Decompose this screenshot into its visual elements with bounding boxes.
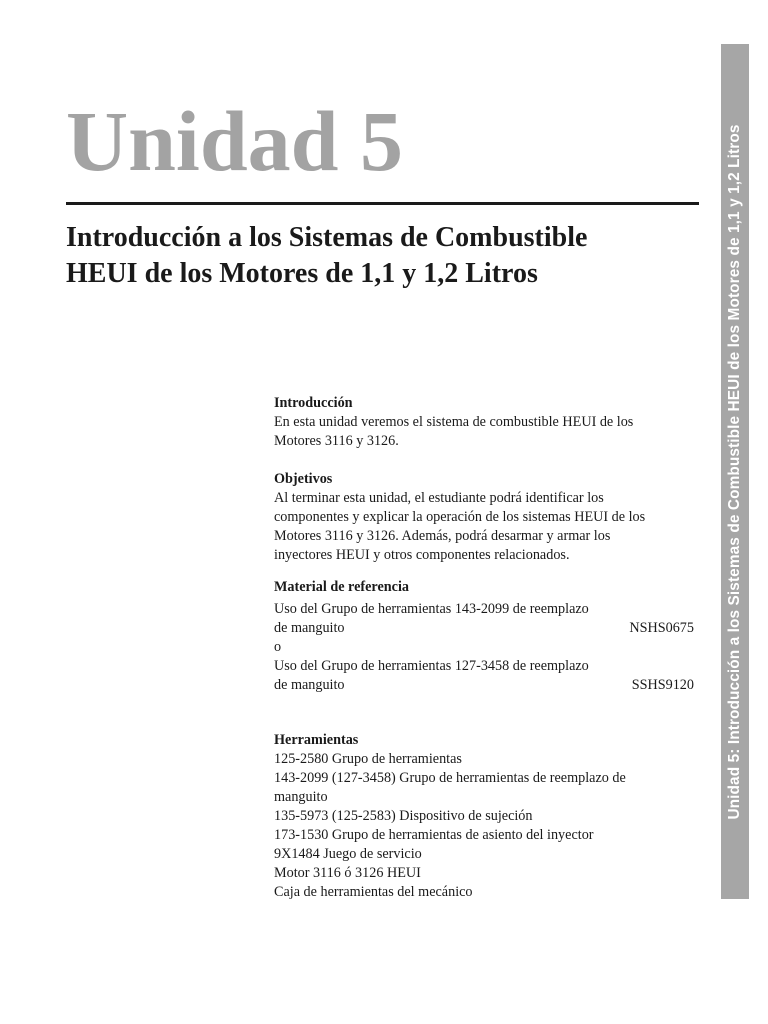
objetivos-text <box>274 489 694 565</box>
section-heading-herramientas: Herramientas <box>274 732 359 748</box>
herramientas-list <box>274 750 694 902</box>
list-item: Caja de herramientas del mecánico <box>274 884 473 900</box>
reference-item-1-line-2: de manguito <box>274 620 345 636</box>
list-item: Motor 3116 ó 3126 HEUI <box>274 865 421 881</box>
list-item: 173-1530 Grupo de herramientas de asiento del inyector <box>274 827 594 843</box>
list-item: 9X1484 Juego de servicio <box>274 846 422 862</box>
section-heading-objetivos: Objetivos <box>274 471 333 487</box>
reference-separator: o <box>274 639 282 655</box>
reference-item-2-line-2: de manguito <box>274 677 345 693</box>
subtitle-line-2: HEUI de los Motores de 1,1 y 1,2 Litros <box>66 258 538 289</box>
title-divider <box>66 202 699 205</box>
text-line: Motores 3116 y 3126. <box>274 433 399 449</box>
reference-item-1-line-1: Uso del Grupo de herramientas 143-2099 de reemplazo <box>274 601 589 617</box>
introduccion-text <box>274 413 694 451</box>
unit-title: Unidad 5 <box>66 93 403 189</box>
list-item: 125-2580 Grupo de herramientas <box>274 751 462 767</box>
text-line: inyectores HEUI y otros componentes relacionados. <box>274 547 570 563</box>
list-item: 143-2099 (127-3458) Grupo de herramientas de reemplazo de <box>274 770 626 786</box>
list-item: manguito <box>274 789 328 805</box>
side-tab <box>721 44 749 899</box>
section-introduccion <box>274 394 694 451</box>
section-heading-material-referencia: Material de referencia <box>274 579 409 595</box>
reference-item-2-row <box>274 676 694 695</box>
section-material-referencia <box>274 578 694 695</box>
reference-code-2: SSHS9120 <box>631 677 694 693</box>
subtitle-line-1: Introducción a los Sistemas de Combustible <box>66 222 588 253</box>
reference-item-2-line-1: Uso del Grupo de herramientas 127-3458 de reemplazo <box>274 658 589 674</box>
text-line: En esta unidad veremos el sistema de combustible HEUI de los <box>274 414 634 430</box>
reference-code-1: NSHS0675 <box>629 620 694 636</box>
reference-item-1-row <box>274 619 694 638</box>
side-tab-label: Unidad 5: Introducción a los Sistemas de Combustible HEUI de los Motores de 1,1 y 1,2 Litros <box>726 123 743 820</box>
text-line: Al terminar esta unidad, el estudiante podrá identificar los <box>274 490 604 506</box>
text-line: componentes y explicar la operación de los sistemas HEUI de los <box>274 509 646 525</box>
reference-list <box>274 600 694 695</box>
page-subtitle <box>66 220 706 292</box>
section-herramientas <box>274 731 694 902</box>
text-line: Motores 3116 y 3126. Además, podrá desarmar y armar los <box>274 528 611 544</box>
list-item: 135-5973 (125-2583) Dispositivo de sujeción <box>274 808 533 824</box>
section-heading-introduccion: Introducción <box>274 395 353 411</box>
section-objetivos <box>274 470 694 565</box>
